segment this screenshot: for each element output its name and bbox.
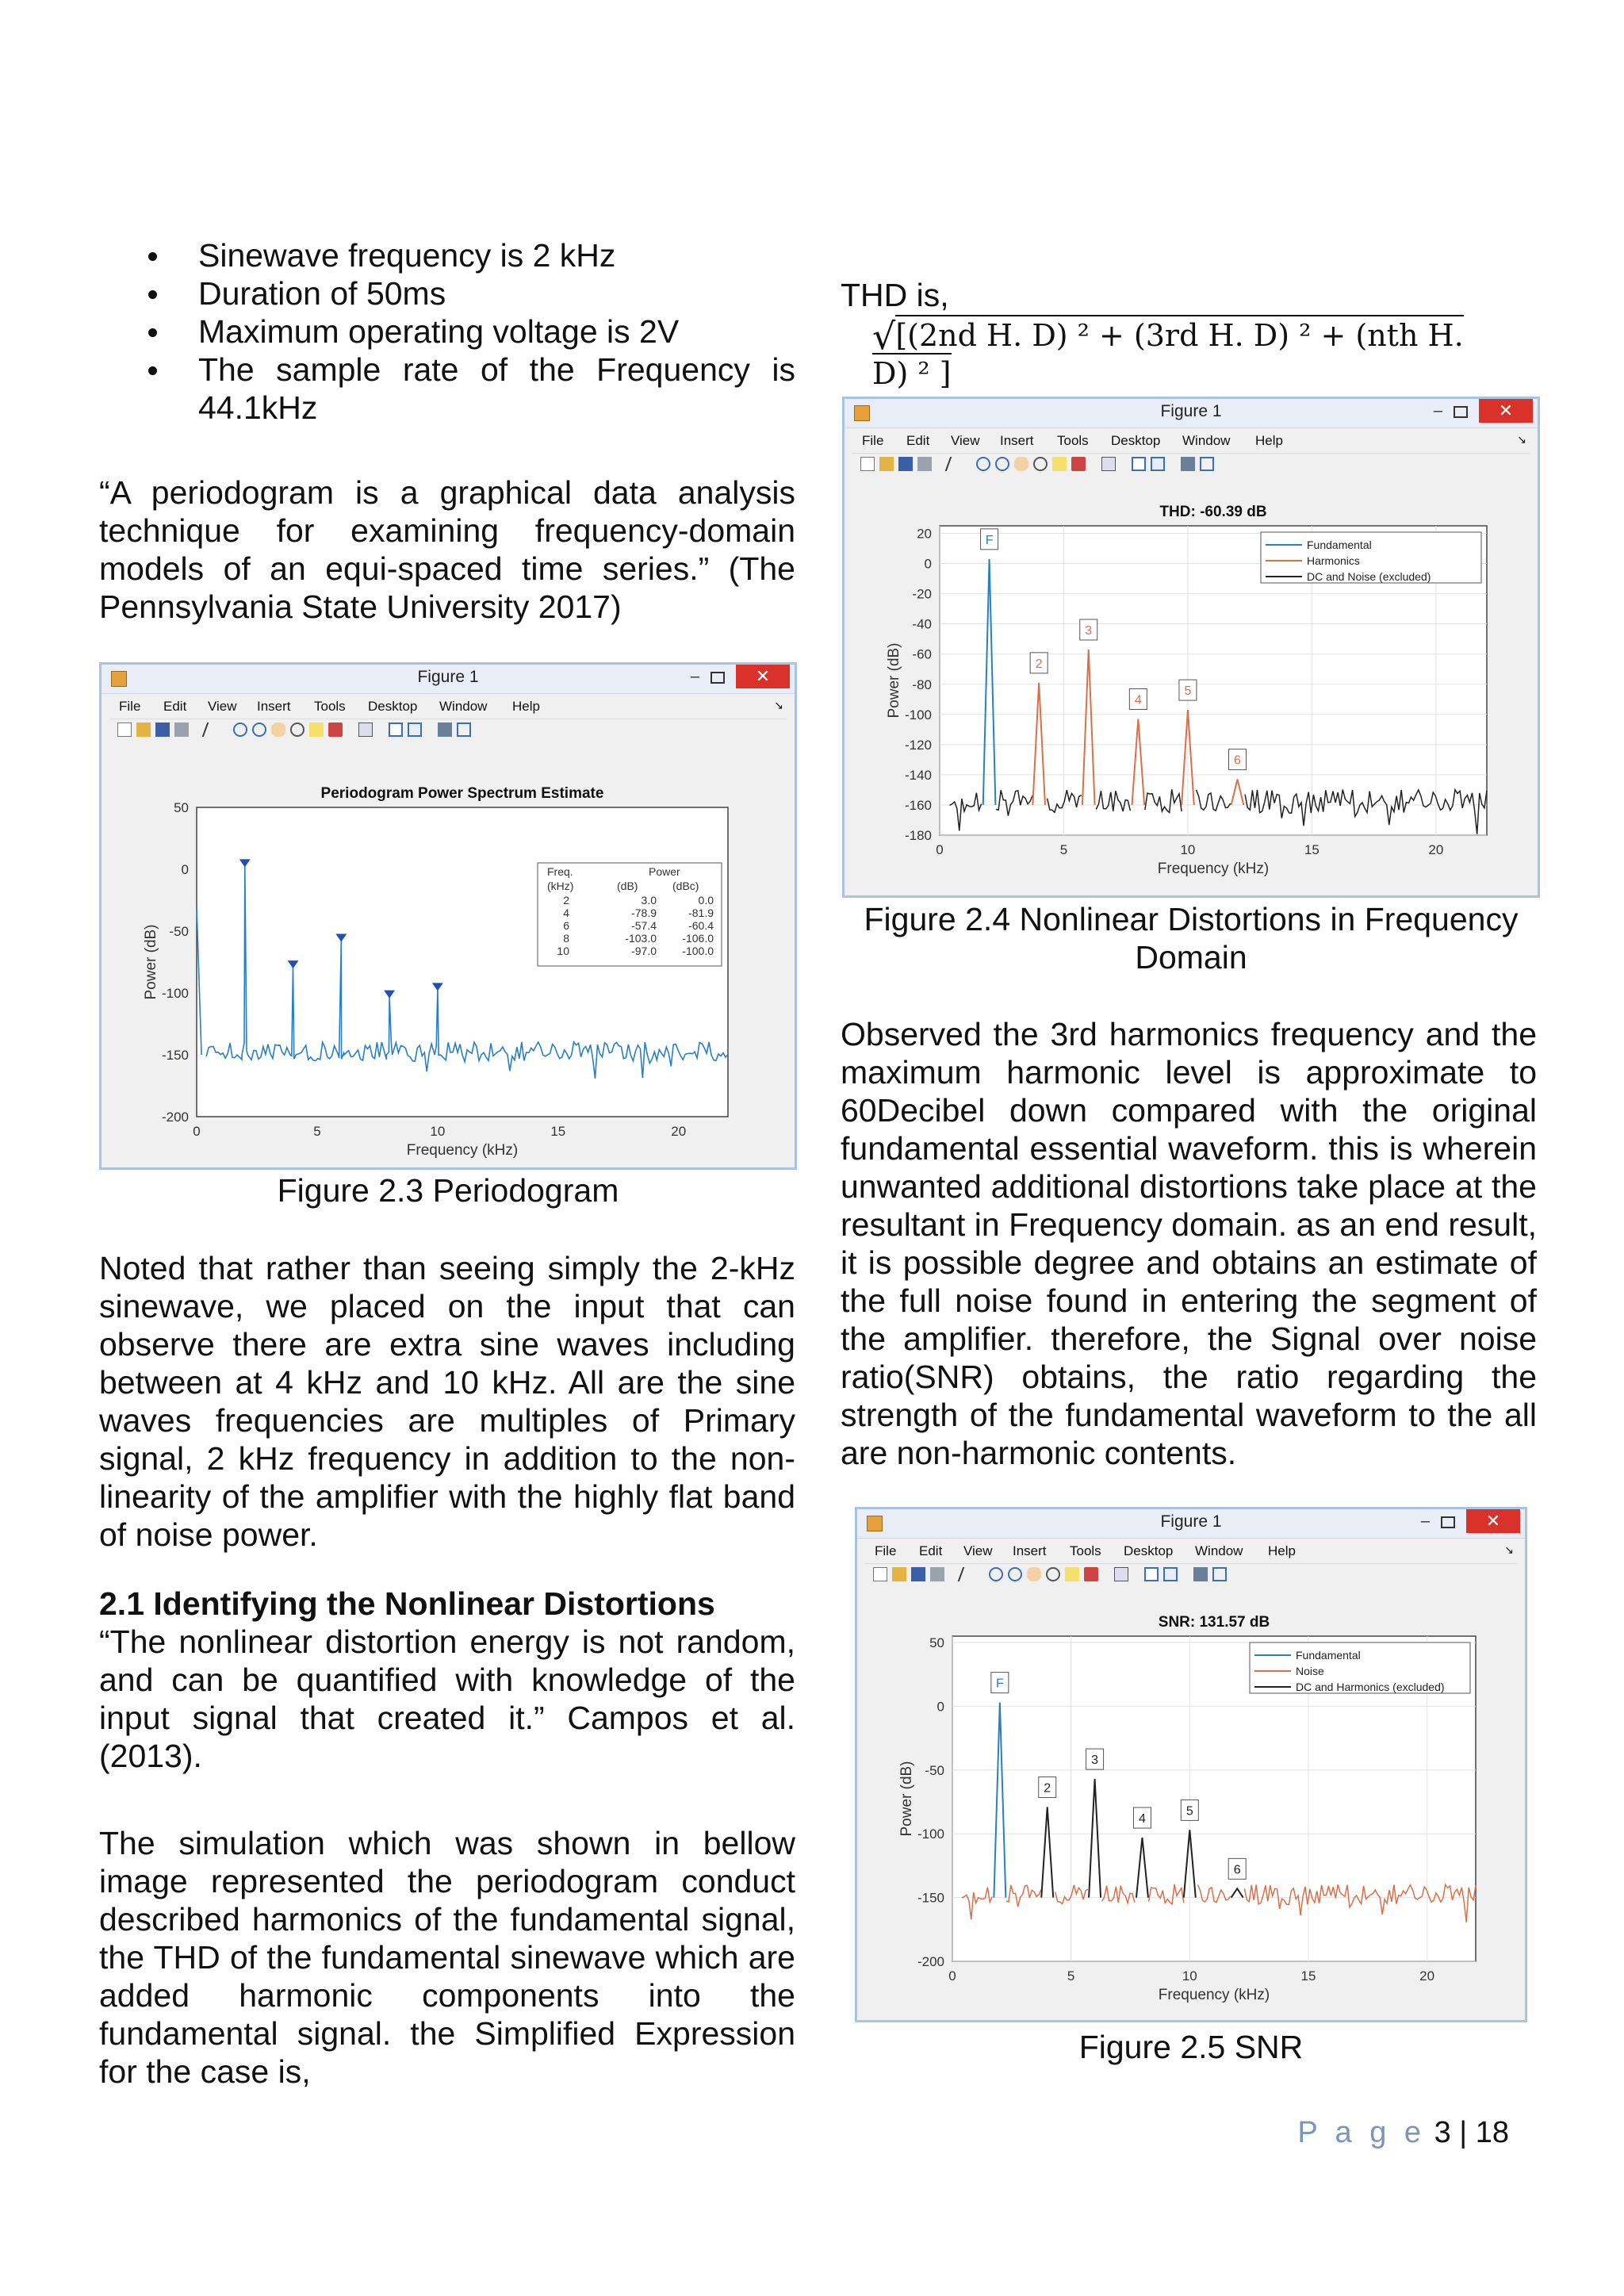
legend-entry: Harmonics: [1307, 554, 1360, 567]
table-cell-freq: 2: [563, 894, 569, 907]
menu-insert[interactable]: Insert: [1000, 433, 1034, 448]
minimize-icon[interactable]: –: [690, 668, 699, 685]
peak-label: 3: [1091, 1754, 1099, 1768]
menu-view[interactable]: View: [208, 699, 237, 714]
link-plot-icon[interactable]: [358, 723, 373, 737]
pointer-icon[interactable]: [945, 457, 965, 471]
peak-label: 4: [1134, 693, 1142, 707]
menu-tools[interactable]: Tools: [314, 699, 346, 714]
bullet-dot-icon: [148, 366, 157, 375]
window-titlebar[interactable]: [845, 399, 1538, 428]
table-cell-db: -97.0: [631, 945, 657, 957]
plot-area: [845, 477, 1538, 895]
data-cursor-icon[interactable]: [1065, 1567, 1079, 1581]
pointer-icon[interactable]: [202, 723, 222, 737]
y-tick-label: -100: [917, 1826, 944, 1842]
y-axis-label: Power (dB): [143, 924, 159, 1000]
y-tick-label: -100: [904, 707, 932, 723]
bullet-dot-icon: [148, 328, 157, 337]
menu-tools[interactable]: Tools: [1057, 433, 1089, 448]
table-cell-dbc: -100.0: [682, 945, 714, 957]
maximize-icon[interactable]: [1454, 406, 1468, 418]
menu-dock-arrow-icon[interactable]: ↘: [774, 699, 783, 711]
menu-bar: [845, 428, 1538, 452]
table-cell-db: -57.4: [631, 919, 657, 932]
y-tick-label: -150: [161, 1048, 189, 1063]
paragraph-observations: Observed the 3rd harmonics frequency and the maximum harmonic level is approximate to 60Decibel down compared with the original fundamental essential waveform. this is wherein unwanted additional distortions take place at the resultant in Frequency domain. as an end result, it is possible degree and obtains an estimate of the full noise found in entering the segment of the amplifier. therefore, the Signal over noise ratio(SNR) obtains, the ratio regarding the strength of the fundamental waveform to the all are non-harmonic contents.: [841, 1016, 1537, 1471]
table-cell-db: -103.0: [625, 932, 657, 945]
brush-icon[interactable]: [1071, 457, 1086, 471]
pan-hand-icon[interactable]: [1014, 457, 1028, 471]
y-tick-label: -160: [904, 797, 932, 813]
menu-edit[interactable]: Edit: [163, 699, 187, 714]
new-file-icon[interactable]: [860, 457, 875, 471]
peak-label: F: [985, 533, 994, 547]
thd-label: THD is,: [841, 277, 949, 313]
peak-label: 5: [1184, 684, 1192, 699]
zoom-in-icon[interactable]: [989, 1567, 1003, 1581]
figure-window-thd[interactable]: [842, 397, 1540, 898]
x-tick-label: 0: [193, 1124, 201, 1139]
plot-area: [857, 1587, 1525, 2020]
close-icon[interactable]: ✕: [1479, 399, 1533, 423]
zoom-out-icon[interactable]: [995, 457, 1009, 471]
y-tick-label: 50: [174, 800, 189, 815]
close-icon[interactable]: ✕: [736, 665, 790, 688]
zoom-out-icon[interactable]: [252, 723, 266, 737]
x-tick-label: 20: [671, 1124, 687, 1139]
bullet-item: [99, 236, 795, 274]
window-title: Figure 1: [417, 668, 479, 686]
hide-plot-tools-icon[interactable]: [438, 723, 452, 737]
save-icon[interactable]: [911, 1567, 925, 1581]
rotate-3d-icon[interactable]: [1033, 457, 1048, 471]
table-header-power: Power: [649, 865, 680, 878]
x-tick-label: 15: [1300, 1968, 1316, 1984]
link-plot-icon[interactable]: [1114, 1567, 1128, 1581]
maximize-icon[interactable]: [1441, 1516, 1455, 1528]
table-cell-dbc: -81.9: [688, 907, 714, 919]
figure-toolbar: [109, 719, 787, 742]
bullet-text: Sinewave frequency is 2 kHz: [198, 237, 616, 274]
y-tick-label: -120: [904, 737, 932, 753]
menu-help[interactable]: Help: [1268, 1543, 1296, 1558]
y-tick-label: -50: [169, 924, 189, 939]
bullet-item: [99, 274, 795, 312]
y-axis-label: Power (dB): [898, 1761, 915, 1837]
y-tick-label: -60: [912, 646, 932, 662]
menu-window[interactable]: Window: [1182, 433, 1231, 448]
figure-window-snr[interactable]: [855, 1507, 1527, 2022]
print-icon[interactable]: [174, 723, 189, 737]
menu-dock-arrow-icon[interactable]: ↘: [1517, 433, 1526, 446]
peak-label: 2: [1035, 657, 1043, 671]
peak-label: 6: [1234, 753, 1241, 768]
periodogram-chart: [102, 742, 795, 1167]
y-tick-label: -200: [917, 1954, 944, 1969]
new-file-icon[interactable]: [873, 1567, 887, 1581]
periodogram-quote: “A periodogram is a graphical data analysis technique for examining frequency-domain models of an equi-spaced time series.” (The Pennsylvania State University 2017): [99, 474, 795, 625]
figure-toolbar: [865, 1563, 1517, 1586]
table-header-freq: Freq.: [547, 865, 573, 878]
print-icon[interactable]: [917, 457, 932, 471]
hide-plot-tools-icon[interactable]: [1181, 457, 1195, 471]
legend-entry: DC and Harmonics (excluded): [1296, 1681, 1445, 1693]
menu-desktop[interactable]: Desktop: [1111, 433, 1161, 448]
x-axis-label: Frequency (kHz): [1157, 861, 1270, 877]
peak-label: 2: [1044, 1781, 1051, 1796]
spec-bullet-list: [99, 236, 795, 427]
y-tick-label: 50: [929, 1635, 944, 1651]
plot-area: [102, 742, 795, 1167]
x-tick-label: 15: [550, 1124, 566, 1139]
show-plot-tools-icon[interactable]: [1200, 457, 1214, 471]
bullet-text: The sample rate of the Frequency is 44.1kHz: [198, 351, 795, 426]
table-header-db: (dB): [617, 880, 638, 892]
y-tick-label: -20: [912, 586, 932, 602]
zoom-out-icon[interactable]: [1008, 1567, 1022, 1581]
menu-file[interactable]: File: [119, 699, 141, 714]
y-tick-label: -80: [912, 677, 932, 692]
menu-dock-arrow-icon[interactable]: ↘: [1504, 1543, 1514, 1556]
bullet-item: [99, 312, 795, 351]
menu-edit[interactable]: Edit: [906, 433, 930, 448]
bullet-text: Duration of 50ms: [198, 275, 446, 312]
table-cell-freq: 8: [563, 932, 569, 945]
section-heading: 2.1 Identifying the Nonlinear Distortions: [99, 1585, 715, 1622]
page-footer: [1297, 2116, 1509, 2150]
x-tick-label: 10: [1182, 1968, 1197, 1984]
y-tick-label: -50: [925, 1762, 944, 1778]
zoom-in-icon[interactable]: [976, 457, 990, 471]
sqrt-icon: √: [872, 315, 896, 358]
x-tick-label: 10: [430, 1124, 446, 1139]
y-tick-label: -140: [904, 767, 932, 783]
zoom-in-icon[interactable]: [233, 723, 247, 737]
table-cell-dbc: -106.0: [682, 932, 714, 945]
menu-view[interactable]: View: [963, 1543, 993, 1558]
legend-icon[interactable]: [408, 723, 422, 737]
y-tick-label: 0: [924, 556, 932, 572]
figure-toolbar: [852, 453, 1530, 476]
x-tick-label: 15: [1304, 842, 1320, 857]
minimize-icon[interactable]: –: [1420, 1512, 1430, 1530]
save-icon[interactable]: [155, 723, 170, 737]
pan-hand-icon[interactable]: [1027, 1567, 1041, 1581]
window-title: Figure 1: [1160, 402, 1222, 420]
formula-text: [(2nd H. D) ² + (3rd H. D) ² + (nth H. D) ² ]: [872, 315, 1464, 391]
page-number: 3 | 18: [1434, 2116, 1509, 2149]
campos-quote: “The nonlinear distortion energy is not random, and can be quantified with knowledge of the input signal that created it.” Campos et al. (2013).: [99, 1623, 795, 1774]
bullet-item: [99, 351, 795, 427]
open-folder-icon[interactable]: [879, 457, 894, 471]
peak-label: 6: [1233, 1863, 1241, 1877]
table-cell-freq: 6: [563, 919, 569, 932]
data-cursor-icon[interactable]: [309, 723, 324, 737]
minimize-icon[interactable]: –: [1433, 402, 1442, 420]
x-tick-label: 20: [1419, 1968, 1435, 1984]
y-tick-label: -40: [912, 616, 932, 632]
y-axis-label: Power (dB): [886, 642, 902, 719]
show-plot-tools-icon[interactable]: [457, 723, 471, 737]
close-icon[interactable]: ✕: [1466, 1509, 1520, 1533]
y-tick-label: 20: [917, 526, 932, 542]
menu-insert[interactable]: Insert: [257, 699, 291, 714]
menu-help[interactable]: Help: [1255, 433, 1283, 448]
legend-icon[interactable]: [1151, 457, 1165, 471]
x-tick-label: 20: [1428, 842, 1444, 857]
legend-entry: Fundamental: [1307, 539, 1372, 551]
menu-file[interactable]: File: [862, 433, 884, 448]
x-tick-label: 5: [313, 1124, 321, 1139]
paragraph-harmonics: Noted that rather than seeing simply the 2-kHz sinewave, we placed on the input that can observe there are extra sine waves including between at 4 kHz and 10 kHz. All are the sine waves frequencies are multiples of Primary signal, 2 kHz frequency in addition to the non-linearity of the amplifier with the highly flat band of noise power.: [99, 1250, 795, 1553]
menu-bar: [102, 694, 795, 718]
legend-icon[interactable]: [1163, 1567, 1178, 1581]
maximize-icon[interactable]: [710, 672, 725, 684]
figure-2-4-caption: Figure 2.4 Nonlinear Distortions in Frequency Domain: [864, 901, 1519, 976]
brush-icon[interactable]: [328, 723, 343, 737]
chart-title: Periodogram Power Spectrum Estimate: [320, 785, 604, 802]
pan-hand-icon[interactable]: [271, 723, 285, 737]
figure-window-periodogram[interactable]: [99, 662, 797, 1170]
bullet-text: Maximum operating voltage is 2V: [198, 313, 680, 350]
bullet-dot-icon: [148, 290, 157, 299]
peak-label: 3: [1085, 624, 1093, 638]
x-axis-label: Frequency (kHz): [1158, 1987, 1270, 2003]
table-cell-freq: 10: [557, 945, 569, 957]
table-cell-dbc: -60.4: [688, 919, 714, 932]
open-folder-icon[interactable]: [136, 723, 151, 737]
x-tick-label: 0: [948, 1968, 956, 1984]
y-tick-label: 0: [181, 862, 189, 877]
menu-insert[interactable]: Insert: [1013, 1543, 1047, 1558]
y-tick-label: -100: [161, 986, 189, 1001]
bullet-dot-icon: [148, 252, 157, 261]
menu-bar: [857, 1539, 1525, 1562]
table-cell-freq: 4: [563, 907, 569, 919]
window-titlebar[interactable]: [857, 1509, 1525, 1539]
peak-label: 4: [1139, 1812, 1146, 1826]
table-cell-db: 3.0: [641, 894, 657, 907]
colorbar-icon[interactable]: [389, 723, 403, 737]
x-tick-label: 5: [1067, 1968, 1075, 1984]
pointer-icon[interactable]: [958, 1567, 978, 1581]
rotate-3d-icon[interactable]: [1046, 1567, 1060, 1581]
window-titlebar[interactable]: [102, 665, 795, 694]
menu-window[interactable]: Window: [1195, 1543, 1243, 1558]
legend-entry: Noise: [1296, 1665, 1324, 1677]
x-tick-label: 5: [1059, 842, 1068, 857]
paragraph-simulation: The simulation which was shown in bellow image represented the periodogram conduct described harmonics of the fundamental signal, the THD of the fundamental sinewave which are added harmonic components into the fundamental signal. the Simplified Expression for the case is,: [99, 1825, 795, 2090]
table-cell-db: -78.9: [631, 907, 657, 919]
page-word: P a g e: [1297, 2116, 1427, 2149]
x-tick-label: 10: [1180, 842, 1196, 857]
brush-icon[interactable]: [1084, 1567, 1098, 1581]
chart-title: THD: -60.39 dB: [1159, 504, 1267, 520]
y-tick-label: -180: [904, 828, 932, 843]
legend-entry: Fundamental: [1296, 1649, 1361, 1662]
thd-chart: [845, 477, 1538, 895]
x-axis-label: Frequency (kHz): [406, 1142, 519, 1159]
menu-file[interactable]: File: [875, 1543, 897, 1558]
data-cursor-icon[interactable]: [1052, 457, 1067, 471]
chart-title: SNR: 131.57 dB: [1158, 1614, 1270, 1631]
peak-label: F: [995, 1677, 1004, 1691]
legend-entry: DC and Noise (excluded): [1307, 570, 1431, 583]
print-icon[interactable]: [930, 1567, 944, 1581]
menu-edit[interactable]: Edit: [919, 1543, 943, 1558]
thd-formula: [872, 314, 1507, 393]
figure-2-5-caption: Figure 2.5 SNR: [1078, 2029, 1304, 2065]
menu-window[interactable]: Window: [439, 699, 488, 714]
y-tick-label: 0: [936, 1699, 944, 1715]
table-header-dbc: (dBc): [672, 880, 699, 892]
link-plot-icon[interactable]: [1101, 457, 1116, 471]
open-folder-icon[interactable]: [892, 1567, 906, 1581]
table-cell-dbc: 0.0: [698, 894, 714, 907]
colorbar-icon[interactable]: [1144, 1567, 1159, 1581]
y-tick-label: -150: [917, 1890, 944, 1906]
menu-help[interactable]: Help: [512, 699, 540, 714]
new-file-icon[interactable]: [117, 723, 132, 737]
hide-plot-tools-icon[interactable]: [1193, 1567, 1208, 1581]
menu-view[interactable]: View: [951, 433, 980, 448]
save-icon[interactable]: [898, 457, 913, 471]
menu-desktop[interactable]: Desktop: [1124, 1543, 1174, 1558]
rotate-3d-icon[interactable]: [290, 723, 304, 737]
table-header-khz: (kHz): [547, 880, 574, 892]
show-plot-tools-icon[interactable]: [1212, 1567, 1227, 1581]
x-tick-label: 0: [936, 842, 944, 857]
left-column: [99, 236, 795, 427]
peak-label: 5: [1185, 1804, 1193, 1819]
colorbar-icon[interactable]: [1132, 457, 1146, 471]
menu-tools[interactable]: Tools: [1070, 1543, 1101, 1558]
y-tick-label: -200: [161, 1110, 189, 1125]
window-title: Figure 1: [1160, 1512, 1222, 1531]
menu-desktop[interactable]: Desktop: [368, 699, 418, 714]
snr-chart: [857, 1587, 1525, 2020]
figure-2-3-caption: Figure 2.3 Periodogram: [277, 1172, 619, 1209]
